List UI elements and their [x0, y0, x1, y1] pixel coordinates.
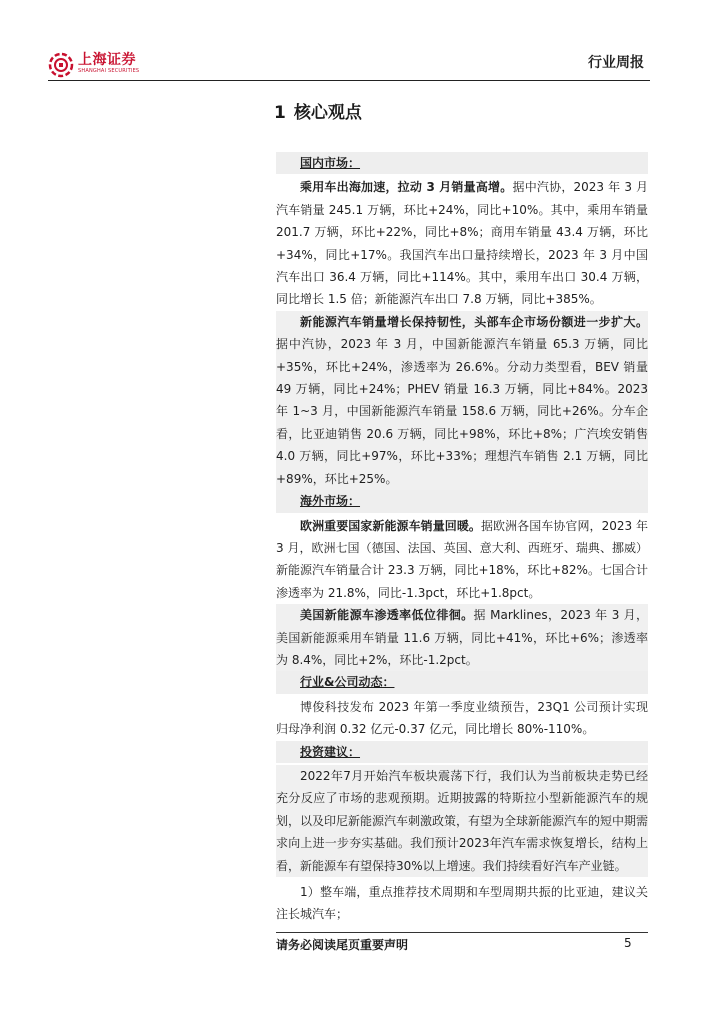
domestic-paragraph-1 — [276, 176, 648, 310]
industry-news-heading: 行业&公司动态： — [276, 671, 648, 693]
section-title — [274, 98, 362, 123]
section-number: 1 — [274, 103, 286, 123]
industry-paragraph-1: 博俊科技发布 2023 年第一季度业绩预告，23Q1 公司预计实现归母净利润 0.32 亿元-0.37 亿元，同比增长 80%-110%。 — [276, 699, 648, 737]
overseas-paragraph-2-lead: 美国新能源车渗透率低位徘徊。 — [300, 608, 474, 623]
report-body — [276, 152, 648, 926]
domestic-paragraph-2 — [276, 311, 648, 490]
overseas-paragraph-1-body: 据欧洲各国车协官网，2023 年 3 月，欧洲七国（德国、法国、英国、意大利、西班牙、瑞典、挪威）新能源汽车销量合计 23.3 万辆，同比+18%，环比+82%。七国合计渗透率为 21.8%，同比-1.3pct，环比+1.8pct。 — [276, 518, 648, 600]
section-heading: 核心观点 — [293, 103, 362, 123]
advice-paragraph-1: 2022年7月开始汽车板块震荡下行，我们认为当前板块走势已经充分反应了市场的悲观预期。近期披露的特斯拉小型新能源汽车的规划，以及印尼新能源汽车刺激政策，有望为全球新能源汽车的短中期需求向上进一步夯实基础。我们预计2023年汽车需求恢复增长，结构上看，新能源车有望保持30%以上增速。我们持续看好汽车产业链。 — [276, 765, 648, 877]
advice-paragraph-2: 1）整车端，重点推荐技术周期和车型周期共振的比亚迪，建议关注长城汽车； — [276, 885, 648, 922]
overseas-paragraph-1 — [276, 515, 648, 605]
header-divider — [48, 80, 650, 81]
domestic-paragraph-1-body: 据中汽协，2023 年 3 月汽车销量 245.1 万辆，环比+24%，同比+10%。其中，乘用车销量 201.7 万辆，环比+22%，同比+8%；商用车销量 43.4 万辆，环比+34%，同比+17%。我国汽车出口量持续增长，2023 年 3 月中国汽车出口 36.4 万辆，同比+114%。其中，乘用车出口 30.4 万辆，同比增长 1.5 倍；新能源汽车出口 7.8 万辆，同比+385%。 — [276, 180, 648, 307]
overseas-paragraph-2-body: 据 Marklines，2023 年 3 月，美国新能源乘用车销量 11.6 万辆，同比+41%，环比+6%；渗透率为 8.4%，同比+2%，环比-1.2pct。 — [276, 608, 648, 667]
logo-chinese-name: 上海证券 — [78, 52, 136, 68]
footer-divider — [276, 932, 648, 933]
domestic-paragraph-2-lead: 新能源汽车销量增长保持韧性，头部车企市场份额进一步扩大。 — [300, 314, 648, 329]
domestic-paragraph-2-body: 据中汽协，2023 年 3 月，中国新能源汽车销量 65.3 万辆，同比+35%，环比+24%，渗透率为 26.6%。分动力类型看，BEV 销量 49 万辆，同比+24%；PHEV 销量 16.3 万辆，同比+84%。2023 年 1~3 月，中国新能源汽车销量 158.6 万辆，同比+26%。分车企看，比亚迪销售 20.6 万辆，同比+98%，环比+8%；广汽埃安销售 4.0 万辆，同比+97%，环比+33%；理想汽车销售 2.1 万辆，同比+89%，环比+25%。 — [276, 337, 648, 486]
overseas-paragraph-1-lead: 欧洲重要国家新能源车销量回暖。 — [300, 518, 481, 533]
page-number: 5 — [624, 936, 632, 950]
domestic-paragraph-1-lead: 乘用车出海加速，拉动 3 月销量高增。 — [300, 180, 513, 195]
domestic-market-heading: 国内市场： — [276, 152, 648, 174]
company-logo — [48, 52, 139, 78]
footer-disclaimer: 请务必阅读尾页重要声明 — [276, 938, 409, 952]
page-header — [48, 44, 650, 82]
investment-advice-heading: 投资建议： — [276, 741, 648, 763]
shanghai-securities-logo-icon — [48, 52, 74, 78]
overseas-paragraph-2 — [276, 604, 648, 671]
report-type-label: 行业周报 — [588, 55, 644, 71]
overseas-market-heading: 海外市场： — [276, 490, 648, 512]
logo-english-name: SHANGHAI SECURITIES — [78, 68, 140, 74]
